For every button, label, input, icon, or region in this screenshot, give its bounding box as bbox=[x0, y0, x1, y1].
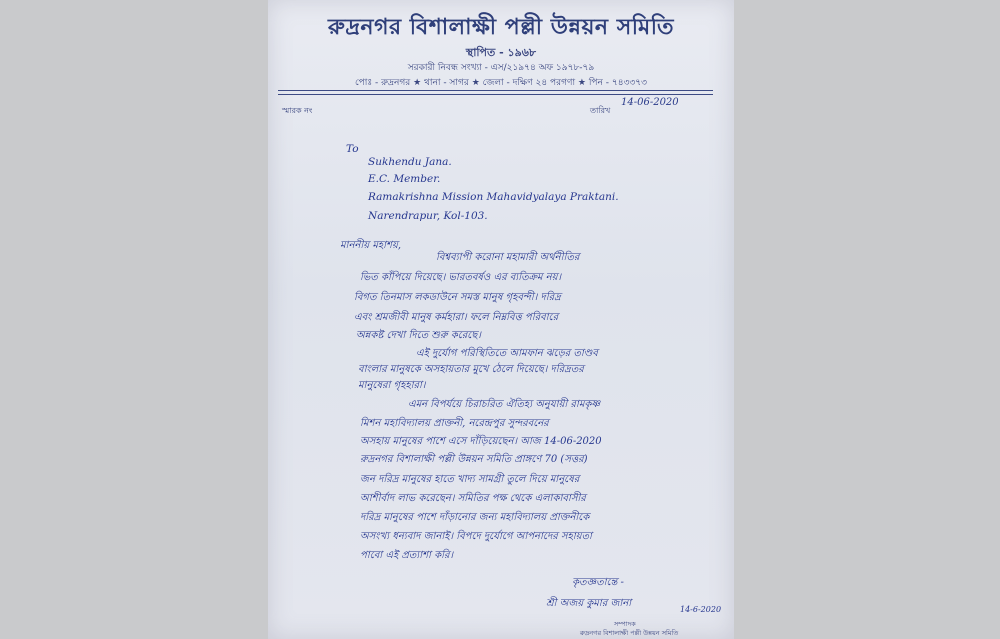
body-line: রুদ্রনগর বিশালাক্ষী পল্লী উন্নয়ন সমিতি প্রাঙ্গণে 70 (সত্তর) bbox=[360, 454, 588, 465]
body-line: এবং শ্রমজীবী মানুষ কর্মহারা। ফলে নিম্নবিত্ত পরিবারে bbox=[354, 312, 559, 323]
body-line: বিগত তিনমাস লকডাউনে সমস্ত মানুষ গৃহবন্দী। দরিদ্র bbox=[354, 292, 561, 303]
memo-number-label: স্মারক নং bbox=[282, 106, 313, 115]
closing: কৃতজ্ঞতান্তে - bbox=[572, 577, 624, 588]
recipient-city: Narendrapur, Kol-103. bbox=[368, 210, 488, 222]
body-line: অসংখ্য ধন্যবাদ জানাই। বিপদে দুর্যোগে আপনাদের সহায়তা bbox=[360, 531, 592, 542]
header-rule-top bbox=[278, 90, 713, 91]
body-line: বাংলার মানুষকে অসহায়তার মুখে ঠেলে দিয়েছে। দরিদ্রতর bbox=[358, 364, 584, 375]
to-label: To bbox=[346, 143, 359, 155]
recipient-institution: Ramakrishna Mission Mahavidyalaya Praktani. bbox=[368, 191, 619, 203]
body-line: অসহায় মানুষের পাশে এসে দাঁড়িয়েছেন। আজ 14-06-2020 bbox=[360, 436, 602, 447]
date-value: 14-06-2020 bbox=[621, 97, 679, 108]
letter-paper bbox=[268, 0, 734, 639]
body-line: পাবো এই প্রত্যাশা করি। bbox=[360, 550, 454, 561]
established-line: স্থাপিত - ১৯৬৮ bbox=[465, 46, 537, 59]
recipient-name: Sukhendu Jana. bbox=[368, 156, 452, 168]
org-name-heading: রুদ্রনগর বিশালাক্ষী পল্লী উন্নয়ন সমিতি bbox=[327, 14, 675, 40]
body-line: অন্নকষ্ট দেখা দিতে শুরু করেছে। bbox=[356, 330, 481, 341]
signature: শ্রী অজয় কুমার জানা bbox=[546, 598, 632, 609]
signature-date: 14-6-2020 bbox=[680, 605, 722, 614]
registration-line: সরকারী নিবন্ধ সংখ্যা - এস/২১৯৭৪ অফ ১৯৭৮-৭৯ bbox=[407, 63, 595, 73]
body-line: বিশ্বব্যাপী করোনা মহামারী অর্থনীতির bbox=[436, 252, 580, 263]
body-line: আশীর্বাদ লাভ করেছেন। সমিতির পক্ষ থেকে এলাকাবাসীর bbox=[360, 493, 586, 504]
body-line: এই দুর্যোগ পরিস্থিতিতে আমফান ঝড়ের তাণ্ডব bbox=[416, 348, 598, 359]
recipient-position: E.C. Member. bbox=[368, 173, 441, 185]
salutation: মাননীয় মহাশয়, bbox=[340, 240, 402, 251]
body-line: দরিদ্র মানুষের পাশে দাঁড়ানোর জন্য মহাবিদ্যালয় প্রাক্তনীকে bbox=[360, 512, 590, 523]
body-line: মানুষেরা গৃহহারা। bbox=[358, 380, 426, 391]
body-line: জন দরিদ্র মানুষের হাতে খাদ্য সামগ্রী তুলে দিয়ে মানুষের bbox=[360, 474, 580, 485]
body-line: এমন বিপর্যয়ে চিরাচরিত ঐতিহ্য অনুযায়ী রামকৃষ্ণ bbox=[408, 399, 601, 410]
date-label: তারিখ bbox=[590, 106, 611, 115]
footer-org-name: রুদ্রনগর বিশালাক্ষী পল্লী উন্নয়ন সমিতি bbox=[580, 629, 679, 637]
address-line: পোঃ - রুদ্রনগর ★ থানা - সাগর ★ জেলা - দক্ষিণ ২৪ পরগণা ★ পিন - ৭৪৩৩৭৩ bbox=[355, 78, 647, 88]
header-rule-bottom bbox=[278, 94, 713, 95]
body-line: ভিত কাঁপিয়ে দিয়েছে। ভারতবর্ষও এর ব্যতিক্রম নয়। bbox=[360, 272, 562, 283]
footer-title: সম্পাদক bbox=[614, 620, 636, 628]
body-line: মিশন মহাবিদ্যালয় প্রাক্তনী, নরেন্দ্রপুর সুন্দরবনের bbox=[360, 418, 549, 429]
